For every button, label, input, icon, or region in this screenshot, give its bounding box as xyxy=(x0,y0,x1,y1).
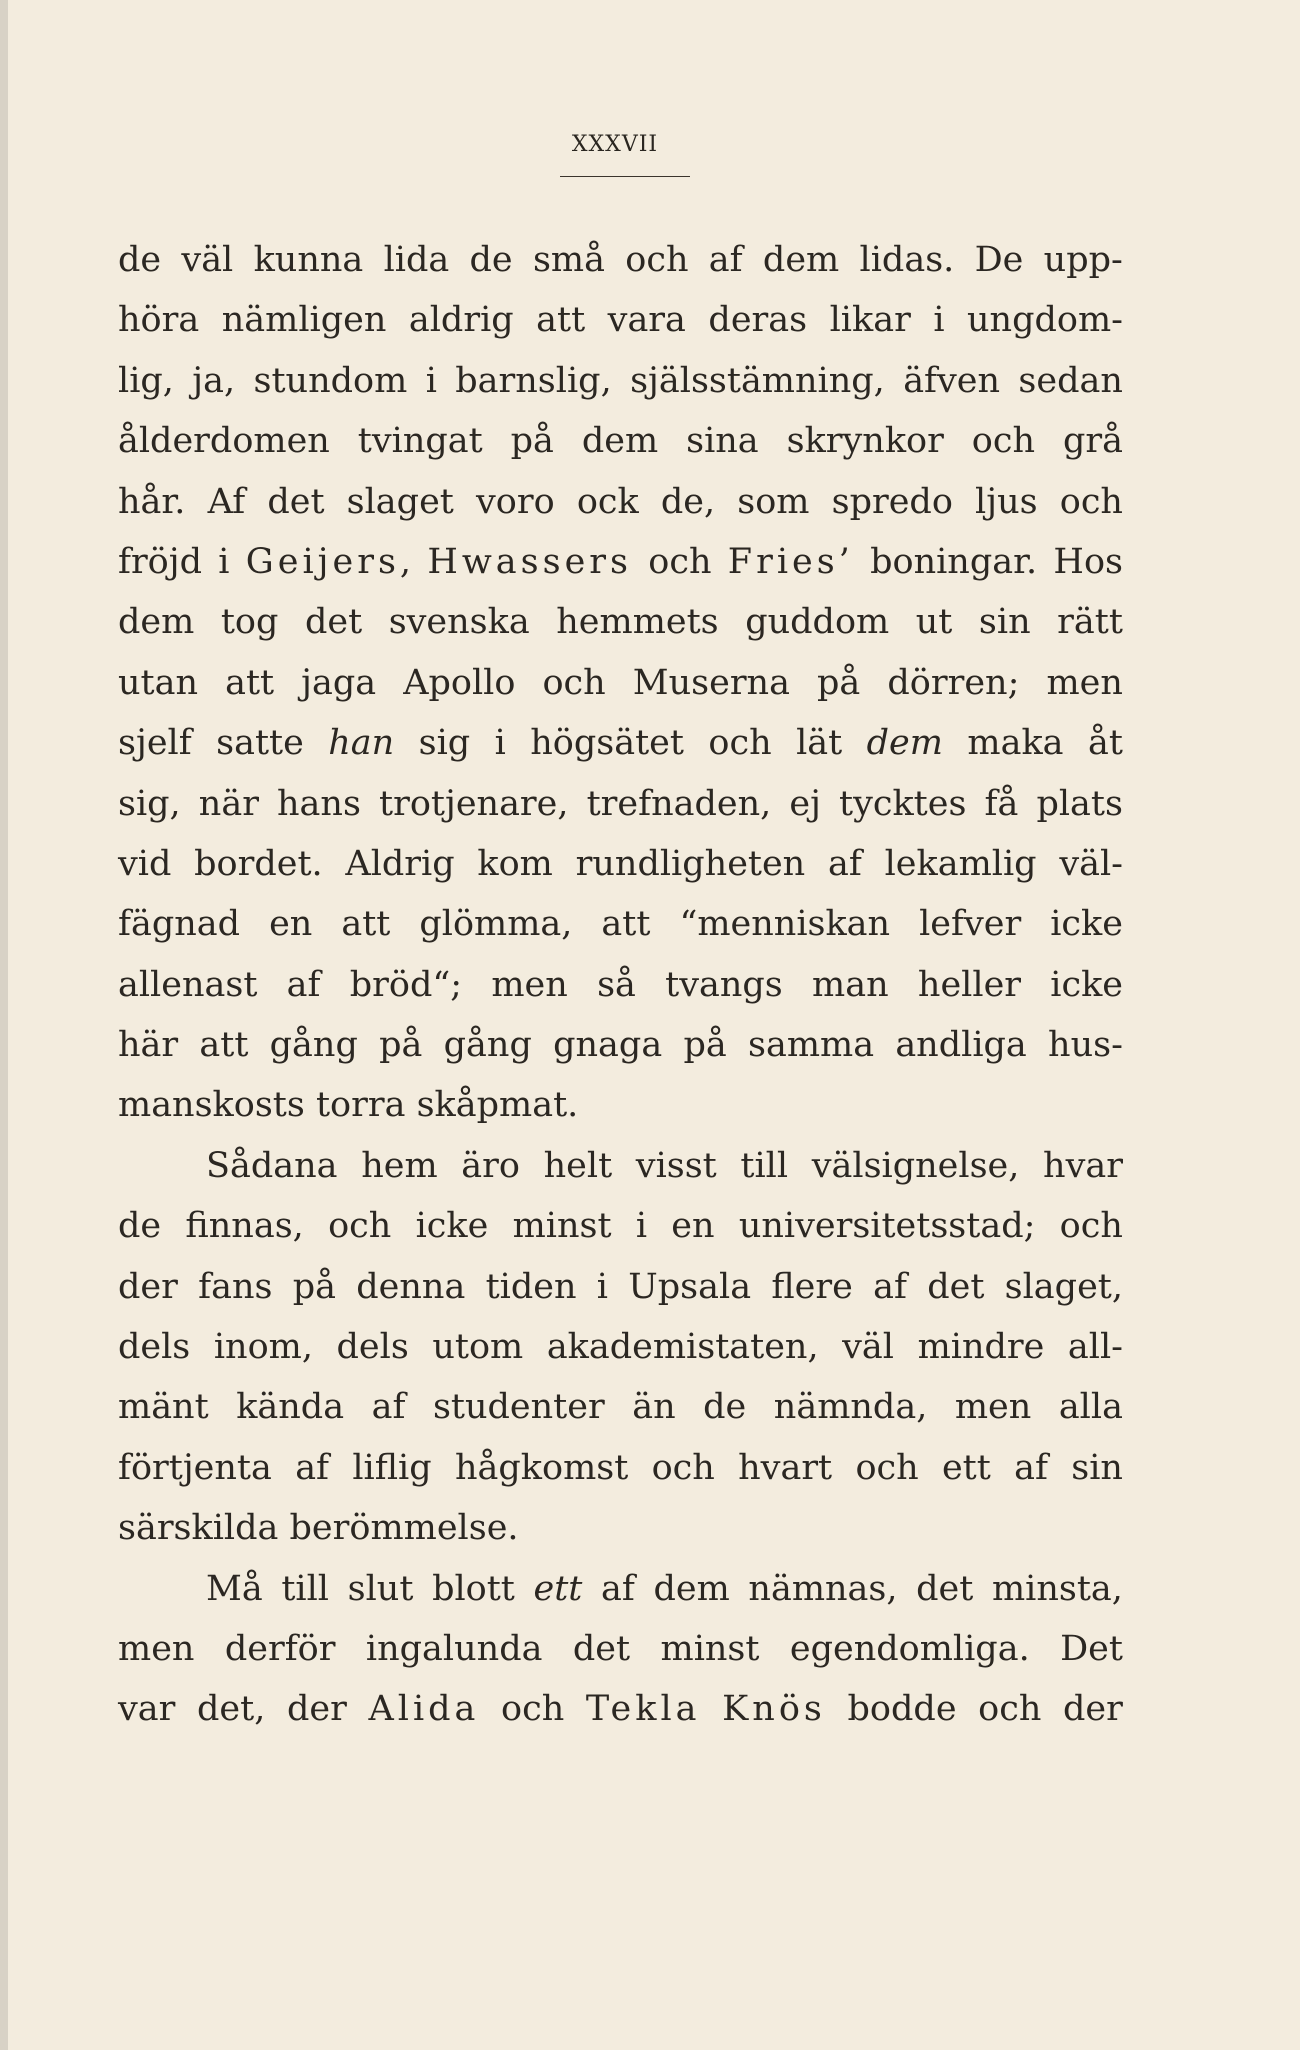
text-line: dels inom, dels utom akademistaten, väl mindre all- xyxy=(118,1327,1123,1368)
text-line: Må till slut blott ett af dem nämnas, det minsta, xyxy=(206,1568,1123,1609)
text-line: särskilda berömmelse. xyxy=(118,1508,519,1549)
text-line: allenast af bröd“; men så tvangs man heller icke xyxy=(118,964,1123,1005)
spaced-name: Alida xyxy=(368,1689,480,1730)
text-line: sig, när hans trotjenare, trefnaden, ej tycktes få plats xyxy=(118,783,1123,824)
paragraph xyxy=(118,1136,1123,1559)
text-line: der fans på denna tiden i Upsala flere af det slaget, xyxy=(118,1266,1123,1307)
italic-word: ett xyxy=(533,1568,583,1609)
spaced-name: Tekla xyxy=(585,1689,701,1730)
text-line: fröjd i Geijers, Hwassers och Fries’ boningar. Hos xyxy=(118,541,1123,582)
paragraph xyxy=(118,230,1123,1136)
text-line: men derför ingalunda det minst egendomliga. Det xyxy=(118,1628,1123,1669)
spaced-name: Fries’ xyxy=(727,541,854,582)
text-line: vid bordet. Aldrig kom rundligheten af lekamlig väl- xyxy=(118,843,1123,884)
italic-word: han xyxy=(328,723,395,764)
text-line: fägnad en att glömma, att “menniskan lefver icke xyxy=(118,904,1123,945)
paragraph xyxy=(118,1559,1123,1740)
spaced-name: Geijers xyxy=(245,541,400,582)
text-line: manskosts torra skåpmat. xyxy=(118,1085,579,1126)
page-number-rule xyxy=(560,176,690,177)
text-line: de finnas, och icke minst i en universitetsstad; och xyxy=(118,1206,1123,1247)
text-line: de väl kunna lida de små och af dem lidas. De upp- xyxy=(118,240,1123,280)
page-number: XXXVII xyxy=(571,132,659,157)
text-line: utan att jaga Apollo och Muserna på dörren; men xyxy=(118,662,1123,703)
text-line: lig, ja, stundom i barnslig, själsstämning, äfven sedan xyxy=(118,360,1123,401)
text-line: förtjenta af liflig hågkomst och hvart och ett af sin xyxy=(118,1447,1123,1488)
text-line: här att gång på gång gnaga på samma andliga hus- xyxy=(118,1025,1123,1066)
text-line: höra nämligen aldrig att vara deras likar i ungdom- xyxy=(118,300,1123,341)
text-line: ålderdomen tvingat på dem sina skrynkor och grå xyxy=(118,421,1123,462)
spaced-name: Knös xyxy=(722,1689,826,1730)
text-line: sjelf satte han sig i högsätet och lät dem maka åt xyxy=(118,723,1123,764)
body-text xyxy=(118,230,1123,1740)
text-line: Sådana hem äro helt visst till välsignelse, hvar xyxy=(206,1145,1123,1186)
spaced-name: Hwassers xyxy=(427,541,633,582)
text-line: var det, der Alida och Tekla Knös bodde och der xyxy=(118,1689,1123,1730)
text-line: dem tog det svenska hemmets guddom ut sin rätt xyxy=(118,602,1123,643)
text-line: mänt kända af studenter än de nämnda, men alla xyxy=(118,1387,1123,1428)
italic-word: dem xyxy=(866,723,943,764)
text-line: hår. Af det slaget voro ock de, som spredo ljus och xyxy=(118,481,1123,522)
